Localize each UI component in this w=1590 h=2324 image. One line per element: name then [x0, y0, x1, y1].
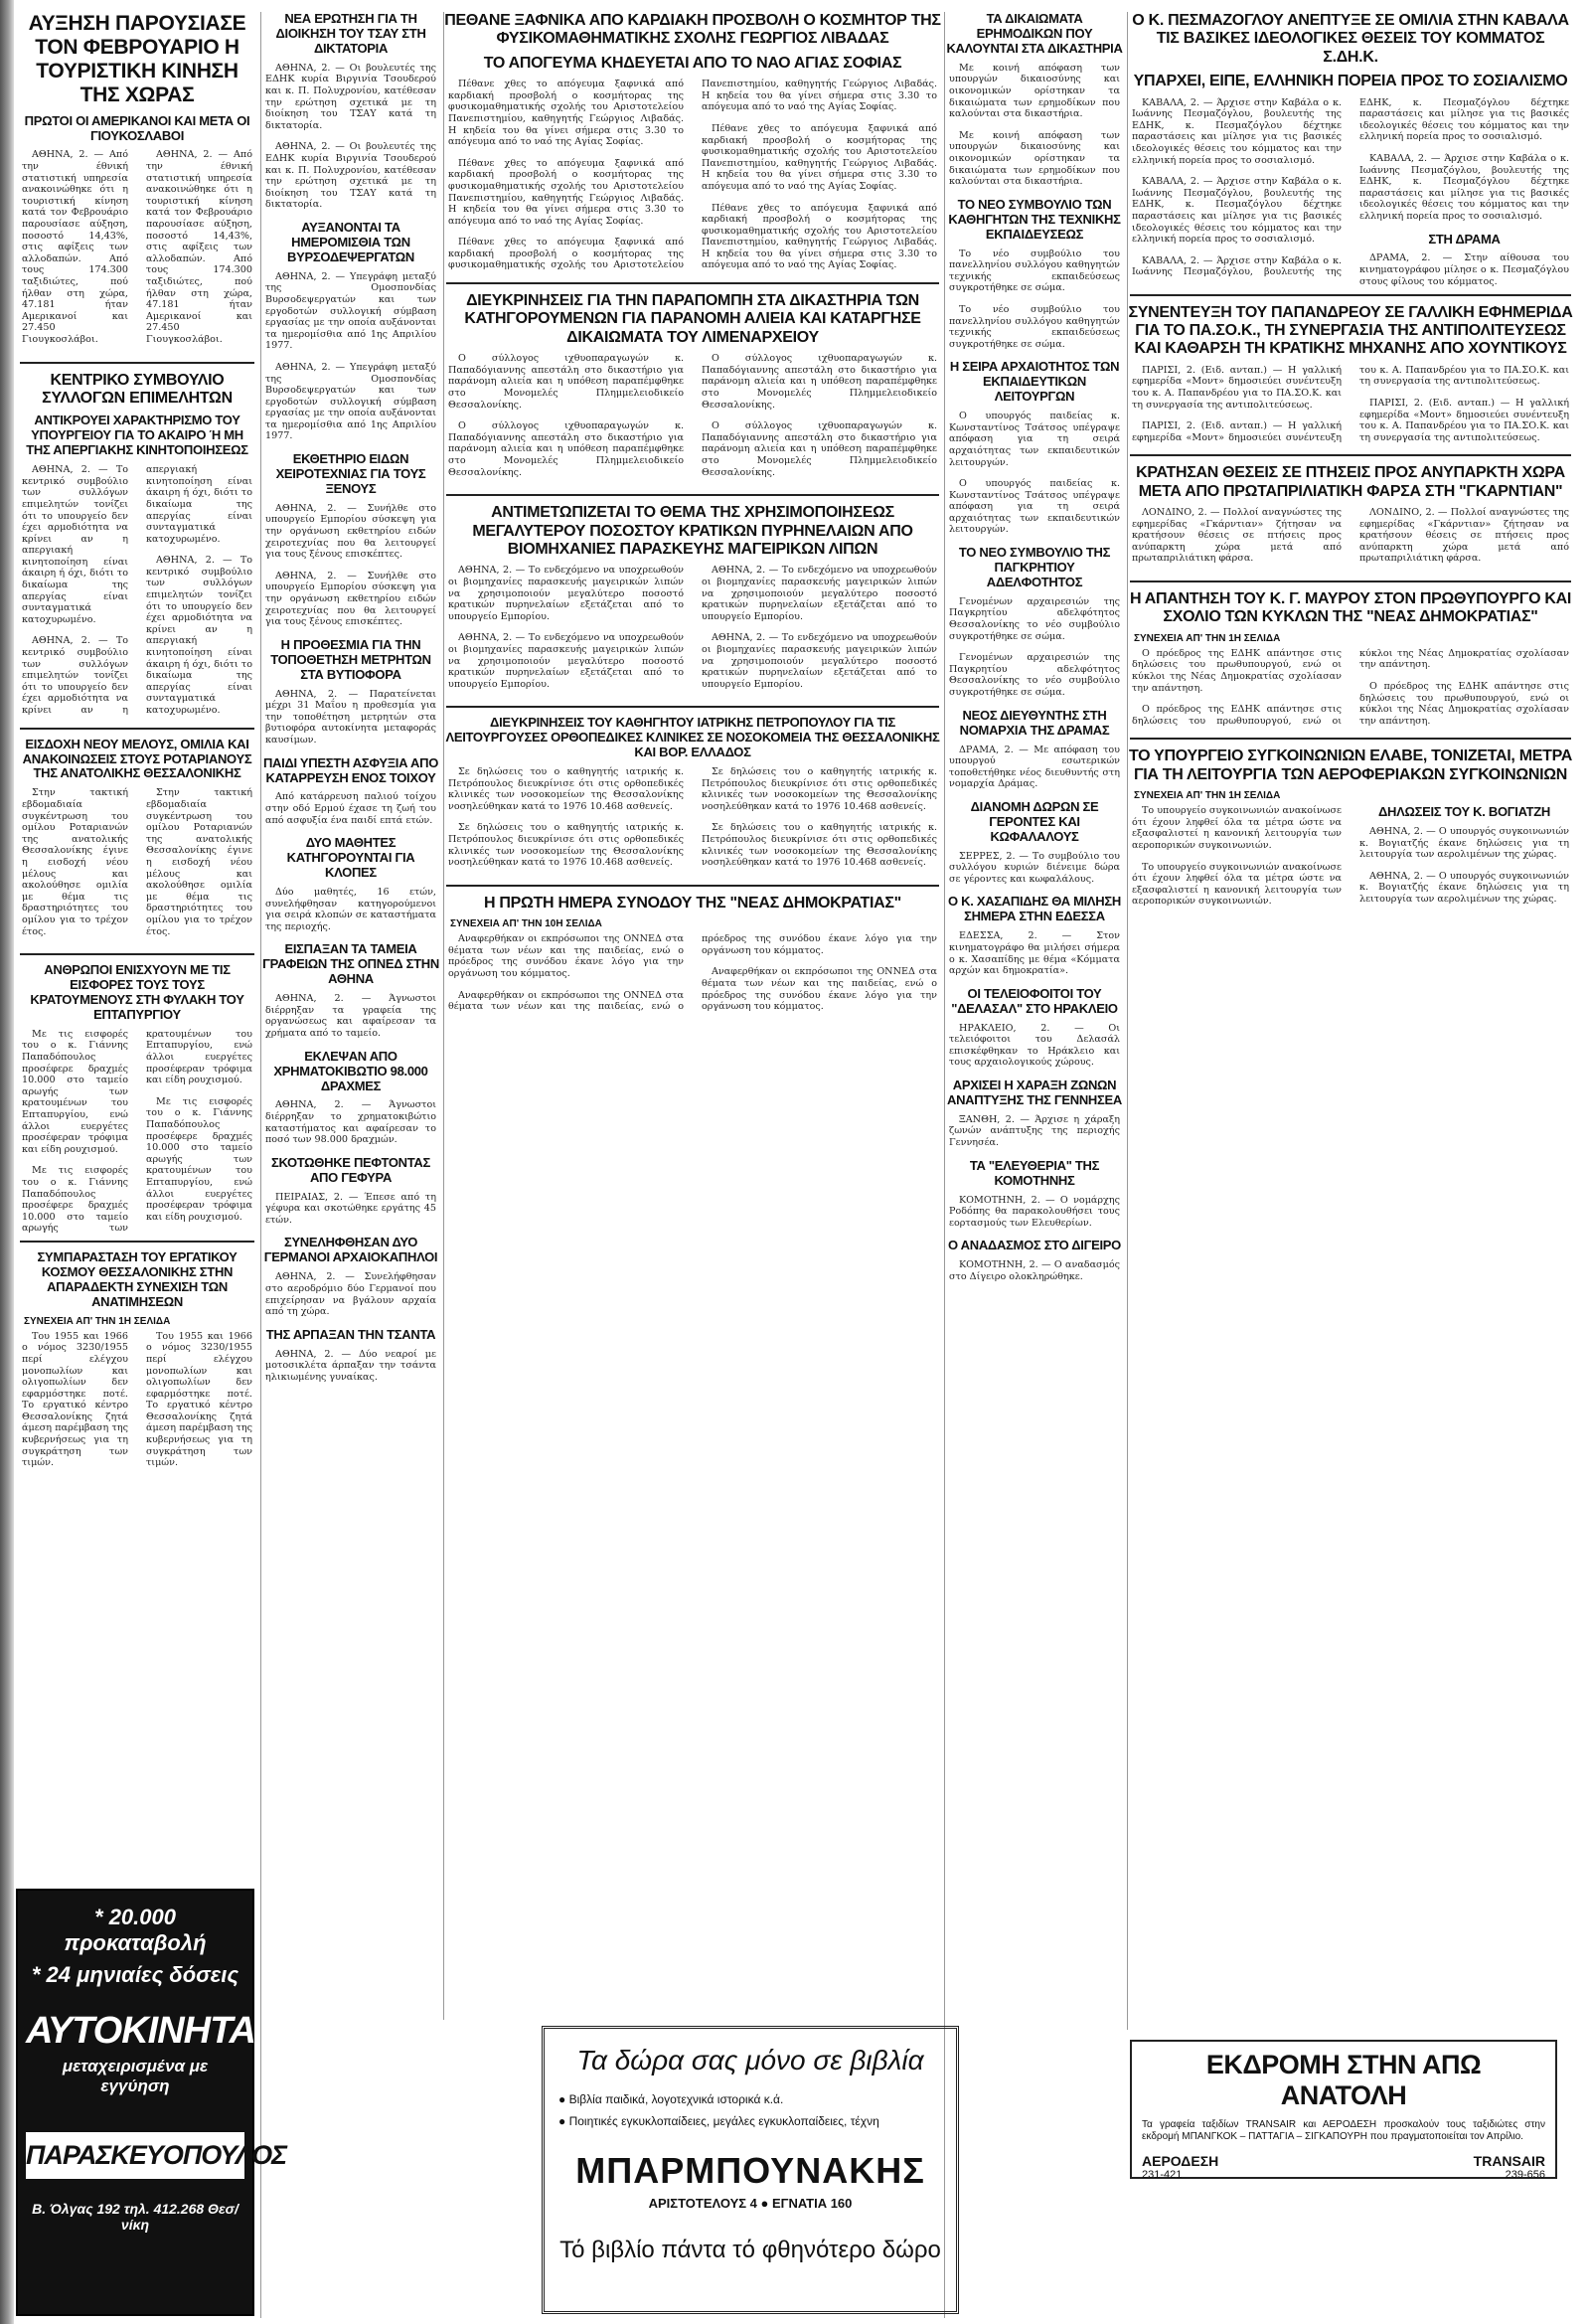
article-text: Ο υπουργός παιδείας κ. Κωνσταντίνος Τσάτσος υπέγραψε απόφαση για τη σειρά αρχαιότητας των εκπαιδευτικών λειτουργών. [949, 478, 1120, 536]
page-curl [0, 0, 14, 2324]
article-text: Με τις εισφορές του ο κ. Γιάννης Παπαδόπουλος προσέφερε δραχμές 10.000 στο ταμείο αρωγής των κρατουμένων του Επταπυργίου, ενώ άλλοι ευεργέτες προσέφεραν τρόφιμα και είδη ρουχισμού. [22, 1028, 128, 1155]
divider [446, 706, 939, 708]
headline-bag: ΤΗΣ ΑΡΠΑΞΑΝ ΤΗΝ ΤΣΑΝΤΑ [265, 1326, 436, 1342]
article-text: ΠΕΙΡΑΙΑΣ, 2. — Έπεσε από τη γέφυρα και σκοτώθηκε εργάτης 45 ετών. [265, 1191, 436, 1226]
article-text: ΑΘΗΝΑ, 2. — Συνήλθε στο υπουργείο Εμπορίου σύσκεψη για την οργάνωση εκθετηρίου ειδών χειροτεχνίας που θα λειτουργεί για τους ξένους επισκέπτες. [265, 570, 436, 628]
subhead-pesmazoglou: ΥΠΑΡΧΕΙ, ΕΙΠΕ, ΕΛΛΗΝΙΚΗ ΠΟΡΕΙΑ ΠΡΟΣ ΤΟ ΣΟΣΙΑΛΙΣΜΟ [1133, 73, 1568, 90]
article-text: Ο σύλλογος ιχθυοπαραγωγών κ. Παπαδόγιαννης απεστάλη στο δικαστήριο για παράνομη αλιεία και η υπόθεση παραπέμφθηκε στο Μονομελές Πλημμελειοδικείο Θεσσαλονίκης. [702, 420, 937, 478]
article-text: Γενομένων αρχαιρεσιών της Παγκρητίου αδελφότητος Θεσσαλονίκης το νέο συμβούλιο συγκροτήθηκε σε σώμα. [949, 652, 1120, 699]
headline-technical: ΤΟ ΝΕΟ ΣΥΜΒΟΥΛΙΟ ΤΩΝ ΚΑΘΗΓΗΤΩΝ ΤΗΣ ΤΕΧΝΙΚΗΣ ΕΚΠΑΙΔΕΥΣΕΩΣ [948, 196, 1121, 242]
article-text: ΑΘΗΝΑ, 2. — Το κεντρικό συμβούλιο των συλλόγων επιμελητών τονίζει ότι το υπουργείο δεν έχει αρμοδιότητα να κρίνει αν η απεργιακή κινητοποίηση είναι άκαιρη ή όχι, διότι το δικαίωμα της απεργίας είναι συνταγματικά κατοχυρωμένο. [146, 555, 252, 716]
headline-meters: Η ΠΡΟΘΕΣΜΙΑ ΓΙΑ ΤΗΝ ΤΟΠΟΘΕΤΗΣΗ ΜΕΤΡΗΤΩΝ ΣΤΑ ΒΥΤΙΟΦΟΡΑ [270, 636, 431, 682]
article-text: Με τις εισφορές του ο κ. Γιάννης Παπαδόπουλος προσέφερε δραχμές 10.000 στο ταμείο αρωγής των κρατουμένων του Επταπυργίου, ενώ άλλοι ευεργέτες προσέφεραν τρόφιμα και είδη ρουχισμού. [146, 1095, 252, 1223]
divider [1130, 294, 1571, 296]
article-text: Το νέο συμβούλιο του πανελληνίου συλλόγου καθηγητών τεχνικής εκπαιδεύσεως συγκροτήθηκε σε σώμα. [949, 248, 1120, 294]
subhead-vogiatzis: ΔΗΛΩΣΕΙΣ ΤΟΥ Κ. ΒΟΓΙΑΤΖΗ [1378, 804, 1550, 820]
article-text: ΑΘΗΝΑ, 2. — Παρατείνεται μέχρι 31 Μαΐου η προθεσμία για την τοποθέτηση μετρητών στα βυτιοφόρα αυτοκίνητα μεταφοράς καυσίμων. [265, 688, 436, 746]
subhead-drama: ΣΤΗ ΔΡΑΜΑ [1428, 231, 1501, 247]
article-text: Ο σύλλογος ιχθυοπαραγωγών κ. Παπαδόγιαννης απεστάλη στο δικαστήριο για παράνομη αλιεία και η υπόθεση παραπέμφθηκε στο Μονομελές Πλημμελειοδικείο Θεσσαλονίκης. [702, 353, 937, 411]
article-synod [444, 933, 941, 1018]
ad-line: TRANSAIR [1473, 2153, 1545, 2169]
divider [446, 494, 939, 496]
ad-line: * 20.000 προκαταβολή [64, 1905, 207, 1955]
headline-drama: ΝΕΟΣ ΔΙΕΥΘΥΝΤΗΣ ΣΤΗ ΝΟΜΑΡΧΙΑ ΤΗΣ ΔΡΑΜΑΣ [959, 707, 1110, 738]
divider [1130, 581, 1571, 582]
article-text: ΑΘΗΝΑ, 2. — Υπεγράφη μεταξύ της Ομοσπονδίας Βυρσοδεψεργατών και των εργοδοτών συλλογική σύμβαση εργασίας με την οποία αυξάνονται τα ημερομίσθια από 1ης Απριλίου 1977. [265, 361, 436, 442]
article-text: Ο πρόεδρος της ΕΔΗΚ απάντησε στις δηλώσεις του πρωθυπουργού, ενώ οι κύκλοι της Νέας Δημοκρατίας σχολίασαν την απάντηση. [1132, 647, 1342, 694]
article-text: Ο υπουργός παιδείας κ. Κωνσταντίνος Τσάτσος υπέγραψε απόφαση για τη σειρά αρχαιότητας των εκπαιδευτικών λειτουργών. [949, 411, 1120, 468]
article-orthopedic [444, 766, 941, 879]
article-text: ΑΘΗΝΑ, 2. — Οι βουλευτές της ΕΔΗΚ κυρία Βιργινία Τσουδερού και κ. Π. Πολυχρονίου, κατέθεσαν την ερώτηση σχετικά με τη διοίκηση του ΤΣΑΥ κατά τη δικτατορία. [265, 141, 436, 211]
divider [20, 1241, 254, 1243]
headline-mavros: Η ΑΠΑΝΤΗΣΗ ΤΟΥ Κ. Γ. ΜΑΥΡΟΥ ΣΤΟΝ ΠΡΩΘΥΠΟΥΡΓΟ ΚΑΙ ΣΧΟΛΙΟ ΤΩΝ ΚΥΚΛΩΝ ΤΗΣ "ΝΕΑΣ ΔΗΜΟΚΡΑΤΙΑΣ" [1129, 590, 1572, 626]
ad-line: ΕΚΔΡΟΜΗ ΣΤΗΝ ΑΠΩ ΑΝΑΤΟΛΗ [1205, 2050, 1482, 2110]
article-text: Του 1955 και 1966 ο νόμος 3230/1955 περί ελέγχου μονοπωλίων και ολιγοπωλίων δεν εφαρμόστηκε ποτέ. Το εργατικό κέντρο Θεσσαλονίκης ζητά άμεση παρέμβαση της κυβερνήσεως για τη συγκράτηση των τιμών. [22, 1330, 128, 1469]
headline-cretan: ΤΟ ΝΕΟ ΣΥΜΒΟΥΛΙΟ ΤΗΣ ΠΑΓΚΡΗΤΙΟΥ ΑΔΕΛΦΟΤΗΤΟΣ [958, 545, 1111, 589]
article-text: ΚΑΒΑΛΑ, 2. — Άρχισε στην Καβάλα ο κ. Ιωάννης Πεσμαζόγλου, βουλευτής της ΕΔΗΚ, κ. Πεσμαζόγλου δέχτηκε παραστάσεις και μίλησε για τις βασικές ιδεολογικές θέσεις του κόμματος και την ελληνική πορεία προς το σοσιαλισμό. [1132, 96, 1342, 166]
article-text: ΞΑΝΘΗ, 2. — Άρχισε η χάραξη ζωνών ανάπτυξης της περιοχής Γεννησέα. [949, 1113, 1120, 1149]
article-text: Το νέο συμβούλιο του πανελληνίου συλλόγου καθηγητών τεχνικής εκπαιδεύσεως συγκροτήθηκε σε σώμα. [949, 303, 1120, 350]
divider [20, 728, 254, 730]
article-text: ΑΘΗΝΑ, 2. — Συνήλθε στο υπουργείο Εμπορίου σύσκεψη για την οργάνωση εκθετηρίου ειδών χειροτεχνίας που θα λειτουργεί για τους ξένους επισκέπτες. [265, 502, 436, 561]
article-text: ΑΘΗΝΑ, 2. — Οι βουλευτές της ΕΔΗΚ κυρία Βιργινία Τσουδερού και κ. Π. Πολυχρονίου, κατέθεσαν την ερώτηση σχετικά με τη διοίκηση του ΤΣΑΥ κατά τη δικτατορία. [265, 62, 436, 131]
headline-erimodikoi: ΤΑ ΔΙΚΑΙΩΜΑΤΑ ΕΡΗΜΟΔΙΚΩΝ ΠΟΥ ΚΑΛΟΥΝΤΑΙ ΣΤΑ ΔΙΚΑΣΤΗΡΙΑ [946, 12, 1123, 56]
headline-safe: ΕΚΛΕΨΑΝ ΑΠΟ ΧΡΗΜΑΤΟΚΙΒΩΤΙΟ 98.000 ΔΡΑΧΜΕΣ [273, 1048, 428, 1093]
article-fishing [444, 353, 941, 488]
article-text: ΑΘΗΝΑ, 2. — Άγνωστοι διέρρηξαν το χρηματοκιβώτιο καταστήματος και αφαίρεσαν το ποσό των 98.000 δραχμών. [265, 1099, 436, 1146]
headline-guardian: ΚΡΑΤΗΣΑΝ ΘΕΣΕΙΣ ΣΕ ΠΤΗΣΕΙΣ ΠΡΟΣ ΑΝΥΠΑΡΚΤΗ ΧΩΡΑ ΜΕΤΑ ΑΠΟ ΠΡΩΤΑΠΡΙΛΙΑΤΙΚΗ ΦΑΡΣΑ ΣΤΗ "ΓΚΑΡΝΤΙΑΝ" [1136, 464, 1565, 500]
article-text: ΑΘΗΝΑ, 2. — Υπεγράφη μεταξύ της Ομοσπονδίας Βυρσοδεψεργατών και των εργοδοτών συλλογική σύμβαση εργασίας με την οποία αυξάνονται τα ημερομίσθια από 1ης Απριλίου 1977. [265, 270, 436, 352]
article-text: Σε δηλώσεις του ο καθηγητής ιατρικής κ. Πετρόπουλος διευκρίνισε ότι στις ορθοπεδικές κλινικές των νοσοκομείων της Θεσσαλονίκης νοσηλεύθηκαν κατά το 1976 10.468 ασθενείς. [448, 822, 684, 869]
article-text: ΑΘΗΝΑ, 2. — Το ενδεχόμενο να υποχρεωθούν οι βιομηχανίες παρασκευής μαγειρικών λιπών να χρησιμοποιούν μεγαλύτερο ποσοστό κρατικών πυρηνελαίων εξετάζεται από το υπουργείο Εμπορίου. [702, 565, 937, 622]
article-text: Αναφερθήκαν οι εκπρόσωποι της ΟΝΝΕΔ στα θέματα των νέων και της παιδείας, ενώ ο πρόεδρος της συνόδου έκανε λόγο για την οργάνωση του κόμματος. [702, 966, 937, 1013]
ad-line: ΑΡΙΣΤΟΤΕΛΟΥΣ 4 ● ΕΓΝΑΤΙΑ 160 [648, 2196, 853, 2211]
article-text: Με τις εισφορές του ο κ. Γιάννης Παπαδόπουλος προσέφερε δραχμές 10.000 στο ταμείο αρωγής των κρατουμένων του Επταπυργίου, ενώ άλλοι ευεργέτες προσέφεραν τρόφιμα και είδη ρουχισμού. [22, 1028, 252, 1235]
headline-onned: ΕΙΣΠΑΞΑΝ ΤΑ ΤΑΜΕΙΑ ΓΡΑΦΕΙΩΝ ΤΗΣ ΟΠΝΕΔ ΣΤΗΝ ΑΘΗΝΑ [262, 941, 439, 987]
article-oil [444, 565, 941, 700]
column-3 [443, 12, 941, 2020]
article-text: ΔΡΑΜΑ, 2. — Στην αίθουσα του κινηματογράφου μίλησε ο κ. Πεσμαζόγλου στους φίλους του κόμματος. [1359, 252, 1569, 287]
ad-bookstore [542, 2026, 959, 2314]
headline-workers: ΣΥΜΠΑΡΑΣΤΑΣΗ ΤΟΥ ΕΡΓΑΤΙΚΟΥ ΚΟΣΜΟΥ ΘΕΣΣΑΛΟΝΙΚΗΣ ΣΤΗΝ ΑΠΑΡΑΔΕΚΤΗ ΣΥΝΕΧΙΣΗ ΤΩΝ ΑΝΑΤΙΜΗΣΕΩΝ [37, 1248, 238, 1309]
headline-germans: ΣΥΝΕΛΗΦΘΗΣΑΝ ΔΥΟ ΓΕΡΜΑΝΟΙ ΑΡΧΑΙΟΚΑΠΗΛΟΙ [263, 1235, 438, 1265]
headline-crafts: ΕΚΘΕΤΗΡΙΟ ΕΙΔΩΝ ΧΕΙΡΟΤΕΧΝΙΑΣ ΓΙΑ ΤΟΥΣ ΞΕΝΟΥΣ [275, 451, 426, 496]
article-text: ΠΑΡΙΣΙ, 2. (Ειδ. ανταπ.) — Η γαλλική εφημερίδα «Μοντ» δημοσιεύει συνέντευξη του κ. Α. Παπανδρέου για το ΠΑ.ΣΟ.Κ. και τη συνεργασία της αντιπολιτεύσεως. [1132, 364, 1569, 443]
ad-line: μεταχειρισμένα με εγγύηση [62, 2057, 209, 2095]
article-text: Αναφερθήκαν οι εκπρόσωποι της ΟΝΝΕΔ στα θέματα των νέων και της παιδείας, ενώ ο πρόεδρος της συνόδου έκανε λόγο για την οργάνωση του κόμματος. [448, 933, 684, 980]
article-text: ΔΡΑΜΑ, 2. — Με απόφαση του υπουργού εσωτερικών τοποθετήθηκε νέος διευθυντής στη νομαρχία Δράμας. [949, 744, 1120, 790]
article-guardian [1128, 507, 1573, 575]
article-text: ΛΟΝΔΙΝΟ, 2. — Πολλοί αναγνώστες της εφημερίδας «Γκάρντιαν» ζήτησαν να κρατήσουν θέσεις σε πτήσεις προς ανύπαρκτη χώρα μετά από πρωταπριλιάτικη φάρσα. [1359, 507, 1569, 565]
article-text: Πέθανε χθες το απόγευμα ξαφνικά από καρδιακή προσβολή ο κοσμήτορας της φυσικομαθηματικής σχολής του Αριστοτελείου Πανεπιστημίου, καθηγητής Γεώργιος Λιβαδάς. Η κηδεία του θα γίνει σήμερα στις 3.30 το απόγευμα από το ναό της Αγίας Σοφίας. [702, 202, 937, 271]
article-text: ΑΘΗΝΑ, 2. — Άγνωστοι διέρρηξαν τα γραφεία της οργανώσεως και αφαίρεσαν τα χρήματα από το ταμείο. [265, 993, 436, 1040]
continuation-note: ΣΥΝΕΧΕΙΑ ΑΠ' ΤΗΝ 1Η ΣΕΛΙΔΑ [24, 1315, 171, 1327]
headline-pesmazoglou: Ο Κ. ΠΕΣΜΑΖΟΓΛΟΥ ΑΝΕΠΤΥΞΕ ΣΕ ΟΜΙΛΙΑ ΣΤΗΝ ΚΑΒΑΛΑ ΤΙΣ ΒΑΣΙΚΕΣ ΙΔΕΟΛΟΓΙΚΕΣ ΘΕΣΕΙΣ ΤΟΥ ΚΟΜΜΑΤΟΣ Σ.ΔΗ.Κ. [1132, 12, 1569, 66]
article-text: Ο σύλλογος ιχθυοπαραγωγών κ. Παπαδόγιαννης απεστάλη στο δικαστήριο για παράνομη αλιεία και η υπόθεση παραπέμφθηκε στο Μονομελές Πλημμελειοδικείο Θεσσαλονίκης. [448, 353, 684, 411]
article-transport [1128, 805, 1573, 916]
ad-travel [1130, 2040, 1557, 2179]
article-text: Με κοινή απόφαση των υπουργών δικαιοσύνης και οικονομικών ορίστηκαν τα δικαιώματα των ερημοδίκων που καλούνται στα δικαστήρια. [949, 129, 1120, 188]
headline-hasapidis: Ο Κ. ΧΑΣΑΠΙΔΗΣ ΘΑ ΜΙΛΗΣΗ ΣΗΜΕΡΑ ΣΤΗΝ ΕΔΕΣΣΑ [948, 894, 1121, 924]
continuation-note: ΣΥΝΕΧΕΙΑ ΑΠ' ΤΗΝ 1Η ΣΕΛΙΔΑ [1134, 632, 1281, 644]
article-pesmazoglou [1128, 97, 1573, 288]
divider [446, 282, 939, 284]
divider [1130, 454, 1571, 456]
headline-papandreou: ΣΥΝΕΝΤΕΥΞΗ ΤΟΥ ΠΑΠΑΝΔΡΕΟΥ ΣΕ ΓΑΛΛΙΚΗ ΕΦΗΜΕΡΙΔΑ ΓΙΑ ΤΟ ΠΑ.ΣΟ.Κ., ΤΗ ΣΥΝΕΡΓΑΣΙΑ ΤΗΣ ΑΝΤΙΠΟΛΙΤΕΥΣΕΩΣ ΚΑΙ ΚΑΘΑΡΣΗ ΤΗ ΚΡΑΤΙΚΗΣ ΜΗΧΑΝΗΣ ΑΠΟ ΧΟΥΝΤΙΚΟΥΣ [1128, 303, 1573, 358]
headline-livadas: ΠΕΘΑΝΕ ΞΑΦΝΙΚΑ ΑΠΟ ΚΑΡΔΙΑΚΗ ΠΡΟΣΒΟΛΗ Ο ΚΟΣΜΗΤΟΡ ΤΗΣ ΦΥΣΙΚΟΜΑΘΗΜΑΤΙΚΗΣ ΣΧΟΛΗΣ ΓΕΩΡΓΙΟΣ ΛΙΒΑΔΑΣ [444, 12, 941, 48]
article-text: ΑΘΗΝΑ, 2. — Ο υπουργός συγκοινωνιών κ. Βογιατζής έκανε δηλώσεις για τη λειτουργία των αερολιμένων της χώρας. [1359, 826, 1569, 861]
article-text: ΑΘΗΝΑ, 2. — Από την έθνική στατιστική υπηρεσία ανακοινώθηκε ότι η τουριστική κίνηση κατά τον Φεβρουάριο παρουσίασε αύξηση, ποσοστό 14,43%, στις αφίξεις των αλλοδαπών. Από τους 174.300 ταξιδιώτες, πού ήλθαν στη χώρα, 47.181 ήταν Αμερικανοί και 27.450 Γιουγκοσλάβοι. [22, 149, 128, 345]
article-text: ΑΘΗΝΑ, 2. — Από την έθνική στατιστική υπηρεσία ανακοινώθηκε ότι η τουριστική κίνηση κατά τον Φεβρουάριο παρουσίασε αύξηση, ποσοστό 14,43%, στις αφίξεις των αλλοδαπών. Από τους 174.300 ταξιδιώτες, πού ήλθαν στη χώρα, 47.181 ήταν Αμερικανοί και 27.450 Γιουγκοσλάβοι. [146, 149, 252, 345]
article-text: ΑΘΗΝΑ, 2. — Το κεντρικό συμβούλιο των συλλόγων επιμελητών τονίζει ότι το υπουργείο δεν έχει αρμοδιότητα να κρίνει αν η απεργιακή κινητοποίηση είναι άκαιρη ή όχι, διότι το δικαίωμα της απεργίας είναι συνταγματικά κατοχυρωμένο. [22, 464, 128, 625]
article-text: ΕΔΕΣΣΑ, 2. — Στον κινηματογράφο θα μιλήσει σήμερα ο κ. Χασαπίδης με θέμα «Κόμματα αρχών και δημοκρατία». [949, 930, 1120, 977]
divider [20, 362, 254, 364]
article-text: ΑΘΗΝΑ, 2. — Ο υπουργός συγκοινωνιών κ. Βογιατζής έκανε δηλώσεις για τη λειτουργία των αερολιμένων της χώρας. [1359, 870, 1569, 906]
headline-gifts: ΔΙΑΝΟΜΗ ΔΩΡΩΝ ΣΕ ΓΕΡΟΝΤΕΣ ΚΑΙ ΚΩΦΑΛΑΛΟΥΣ [970, 798, 1099, 844]
ad-line: ΜΠΑΡΜΠΟΥΝΑΚΗΣ [575, 2150, 925, 2191]
subhead-tourism: ΠΡΩΤΟΙ ΟΙ ΑΜΕΡΙΚΑΝΟΙ ΚΑΙ ΜΕΤΑ ΟΙ ΓΙΟΥΚΟΣΛΑΒΟΙ [24, 112, 250, 143]
ad-line: ΑΕΡΟΔΕΣΗ [1142, 2153, 1219, 2169]
article-mavros [1128, 648, 1573, 733]
article-text: ΚΑΒΑΛΑ, 2. — Άρχισε στην Καβάλα ο κ. Ιωάννης Πεσμαζόγλου, βουλευτής της ΕΔΗΚ, κ. Πεσμαζόγλου δέχτηκε παραστάσεις και μίλησε για τις βασικές ιδεολογικές θέσεις του κόμματος και την ελληνική πορεία προς το σοσιαλισμό. [1132, 96, 1569, 278]
article-text: ΗΡΑΚΛΕΙΟ, 2. — Οι τελειόφοιτοι του Δελασάλ επισκέφθηκαν το Ηράκλειο και τους αρχαιολογικούς χώρους. [949, 1022, 1120, 1069]
continuation-note: ΣΥΝΕΧΕΙΑ ΑΠ' ΤΗΝ 1Η ΣΕΛΙΔΑ [1134, 790, 1281, 802]
column-2 [260, 12, 440, 2318]
ad-line: 231-421 [1142, 2169, 1183, 2181]
ad-line: ΑΥΤΟΚΙΝΗΤΑ [26, 2010, 255, 2052]
headline-synod: Η ΠΡΩΤΗ ΗΜΕΡΑ ΣΥΝΟΔΟΥ ΤΗΣ "ΝΕΑΣ ΔΗΜΟΚΡΑΤΙΑΣ" [484, 894, 901, 912]
headline-fishing: ΔΙΕΥΚΡΙΝΗΣΕΙΣ ΓΙΑ ΤΗΝ ΠΑΡΑΠΟΜΠΗ ΣΤΑ ΔΙΚΑΣΤΗΡΙΑ ΤΩΝ ΚΑΤΗΓΟΡΟΥΜΕΝΩΝ ΓΙΑ ΠΑΡΑΝΟΜΗ ΑΛΙΕΙΑ ΚΑΙ ΚΑΤΑΡΓΗΣΕ ΔΙΚΑΙΩΜΑΤΑ ΤΟΥ ΛΙΜΕΝΑΡΧΕΙΟΥ [464, 292, 921, 346]
headline-bridge: ΣΚΟΤΩΘΗΚΕ ΠΕΦΤΟΝΤΑΣ ΑΠΟ ΓΕΦΥΡΑ [270, 1154, 431, 1185]
article-text: ΑΘΗΝΑ, 2. — Το ενδεχόμενο να υποχρεωθούν οι βιομηχανίες παρασκευής μαγειρικών λιπών να χρησιμοποιούν μεγαλύτερο ποσοστό κρατικών πυρηνελαίων εξετάζεται από το υπουργείο Εμπορίου. [448, 565, 684, 622]
ad-line: Τό βιβλίο πάντα τό φθηνότερο δώρο [559, 2237, 941, 2263]
headline-rotary: ΕΙΣΔΟΧΗ ΝΕΟΥ ΜΕΛΟΥΣ, ΟΜΙΛΙΑ ΚΑΙ ΑΝΑΚΟΙΝΩΣΕΙΣ ΣΤΟΥΣ ΡΟΤΑΡΙΑΝΟΥΣ ΤΗΣ ΑΝΑΤΟΛΙΚΗΣ ΘΕΣΣΑΛΟΝΙΚΗΣ [22, 736, 252, 781]
article-text: ΑΘΗΝΑ, 2. — Δύο νεαροί με μοτοσικλέτα άρπαξαν την τσάντα ηλικιωμένης γυναίκας. [265, 1348, 436, 1383]
article-text: ΣΕΡΡΕΣ, 2. — Το συμβούλιο του συλλόγου κυριών διένειμε δώρα σε γέροντες και κωφαλάλους. [949, 850, 1120, 885]
headline-gennisea: ΑΡΧΙΣΕΙ Η ΧΑΡΑΞΗ ΖΩΝΩΝ ΑΝΑΠΤΥΞΗΣ ΤΗΣ ΓΕΝΝΗΣΕΑ [947, 1077, 1122, 1107]
headline-digeiro: Ο ΑΝΑΔΑΣΜΟΣ ΣΤΟ ΔΙΓΕΙΡΟ [948, 1238, 1121, 1253]
article-text: ΚΟΜΟΤΗΝΗ, 2. — Ο αναδασμός στο Δίγειρο ολοκληρώθηκε. [949, 1259, 1120, 1282]
ad-line: ● Ποιητικές εγκυκλοπαίδειες, μεγάλες εγκυκλοπαίδειες, τέχνη [558, 2114, 879, 2128]
article-text: Γενομένων αρχαιρεσιών της Παγκρητίου αδελφότητος Θεσσαλονίκης το νέο συμβούλιο συγκροτήθηκε σε σώμα. [949, 595, 1120, 642]
headline-tourism: ΑΥΞΗΣΗ ΠΑΡΟΥΣΙΑΣΕ ΤΟΝ ΦΕΒΡΟΥΑΡΙΟ Η ΤΟΥΡΙΣΤΙΚΗ ΚΙΝΗΣΗ ΤΗΣ ΧΩΡΑΣ [28, 12, 246, 107]
article-prison [18, 1029, 256, 1235]
article-text: ΠΑΡΙΣΙ, 2. (Ειδ. ανταπ.) — Η γαλλική εφημερίδα «Μοντ» δημοσιεύει συνέντευξη του κ. Α. Παπανδρέου για το ΠΑ.ΣΟ.Κ. και τη συνεργασία της αντιπολιτεύσεως. [1359, 397, 1569, 443]
article-text: Στην τακτική εβδομαδιαία συγκέντρωση του ομίλου Ροταριανών της ανατολικής Θεσσαλονίκης έγινε η εισδοχή νέου μέλους και ακολούθησε ομιλία με θέμα τις δραστηριότητες του ομίλου για το τρέχον έτος. [146, 787, 252, 937]
headline-orthopedic: ΔΙΕΥΚΡΙΝΗΣΕΙΣ ΤΟΥ ΚΑΘΗΓΗΤΟΥ ΙΑΤΡΙΚΗΣ ΠΕΤΡΟΠΟΥΛΟΥ ΓΙΑ ΤΙΣ ΛΕΙΤΟΥΡΓΟΥΣΕΣ ΟΡΘΟΠΕΔΙΚΕΣ ΚΛΙΝΙΚΕΣ ΣΕ ΝΟΣΟΚΟΜΕΙΑ ΤΗΣ ΘΕΣΣΑΛΟΝΙΚΗΣ ΚΑΙ ΒΟΡ. ΕΛΛΑΔΟΣ [445, 715, 940, 760]
headline-eleftheria: ΤΑ "ΕΛΕΥΘΕΡΙΑ" ΤΗΣ ΚΟΜΟΤΗΝΗΣ [969, 1157, 1100, 1188]
headline-tsay: ΝΕΑ ΕΡΩΤΗΣΗ ΓΙΑ ΤΗ ΔΙΟΙΚΗΣΗ ΤΟΥ ΤΣΑΥ ΣΤΗ ΔΙΚΤΑΤΟΡΙΑ [275, 12, 426, 56]
article-text: Στην τακτική εβδομαδιαία συγκέντρωση του ομίλου Ροταριανών της ανατολικής Θεσσαλονίκης έγινε η εισδοχή νέου μέλους και ακολούθησε ομιλία με θέμα τις δραστηριότητες του ομίλου για το τρέχον έτος. [22, 787, 128, 937]
article-text: ΑΘΗΝΑ, 2. — Το κεντρικό συμβούλιο των συλλόγων επιμελητών τονίζει ότι το υπουργείο δεν έχει αρμοδιότητα να κρίνει αν η απεργιακή κινητοποίηση είναι άκαιρη ή όχι, διότι το δικαίωμα της απεργίας είναι συνταγματικά κατοχυρωμένο. [22, 464, 252, 716]
headline-transport: ΤΟ ΥΠΟΥΡΓΕΙΟ ΣΥΓΚΟΙΝΩΝΙΩΝ ΕΛΑΒΕ, ΤΟΝΙΖΕΤΑΙ, ΜΕΤΡΑ ΓΙΑ ΤΗ ΛΕΙΤΟΥΡΓΙΑ ΤΩΝ ΑΕΡΟΦΕΡΙΑΚΩΝ ΣΥΓΚΟΙΝΩΝΙΩΝ [1128, 747, 1573, 783]
headline-wall: ΠΑΙΔΙ ΥΠΕΣΤΗ ΑΣΦΥΞΙΑ ΑΠΟ ΚΑΤΑΡΡΕΥΣΗ ΕΝΟΣ ΤΟΙΧΟΥ [262, 754, 439, 785]
ad-line: Τα γραφεία ταξιδίων TRANSAIR και ΑΕΡΟΔΕΣΗ προσκαλούν τους ταξιδιώτες στην εκδρομή ΜΠΑΝΓΚΟΚ – ΠΑΤΤΑΓΙΑ – ΣΙΓΚΑΠΟΥΡΗ που πραγματοποιείται τον Απρίλιο. [1142, 2119, 1545, 2142]
article-livadas [444, 79, 941, 276]
article-text: ΚΑΒΑΛΑ, 2. — Άρχισε στην Καβάλα ο κ. Ιωάννης Πεσμαζόγλου, βουλευτής της ΕΔΗΚ, κ. Πεσμαζόγλου δέχτηκε παραστάσεις και μίλησε για τις βασικές ιδεολογικές θέσεις του κόμματος και την ελληνική πορεία προς το σοσιαλισμό. [1359, 152, 1569, 222]
article-workers [18, 1331, 256, 1479]
divider [1130, 738, 1571, 740]
column-1 [18, 12, 256, 1881]
article-text: Ο σύλλογος ιχθυοπαραγωγών κ. Παπαδόγιαννης απεστάλη στο δικαστήριο για παράνομη αλιεία και η υπόθεση παραπέμφθηκε στο Μονομελές Πλημμελειοδικείο Θεσσαλονίκης. [448, 420, 684, 478]
article-text: Του 1955 και 1966 ο νόμος 3230/1955 περί ελέγχου μονοπωλίων και ολιγοπωλίων δεν εφαρμόστηκε ποτέ. Το εργατικό κέντρο Θεσσαλονίκης ζητά άμεση παρέμβαση της κυβερνήσεως για τη συγκράτηση των τιμών. [146, 1330, 252, 1469]
article-text: ΚΑΒΑΛΑ, 2. — Άρχισε στην Καβάλα ο κ. Ιωάννης Πεσμαζόγλου, βουλευτής της ΕΔΗΚ, κ. Πεσμαζόγλου δέχτηκε παραστάσεις και μίλησε για τις βασικές ιδεολογικές θέσεις του κόμματος και την ελληνική πορεία προς το σοσιαλισμό. [1132, 176, 1342, 246]
article-text: Πέθανε χθες το απόγευμα ξαφνικά από καρδιακή προσβολή ο κοσμήτορας της φυσικομαθηματικής σχολής του Αριστοτελείου Πανεπιστημίου, καθηγητής Γεώργιος Λιβαδάς. Η κηδεία του θα γίνει σήμερα στις 3.30 το απόγευμα από το ναό της Αγίας Σοφίας. [448, 79, 937, 271]
article-text: ΠΑΡΙΣΙ, 2. (Ειδ. ανταπ.) — Η γαλλική εφημερίδα «Μοντ» δημοσιεύει συνέντευξη του κ. Α. Παπανδρέου για το ΠΑ.ΣΟ.Κ. και τη συνεργασία της αντιπολιτεύσεως. [1132, 364, 1342, 411]
ad-line: ● Βιβλία παιδικά, λογοτεχνικά ιστορικά κ.ά. [558, 2092, 784, 2106]
article-text: ΚΟΜΟΤΗΝΗ, 2. — Ο νομάρχης Ροδόπης θα παρακολουθήσει τους εορτασμούς των Ελευθερίων. [949, 1194, 1120, 1229]
headline-prison: ΑΝΘΡΩΠΟΙ ΕΝΙΣΧΥΟΥΝ ΜΕ ΤΙΣ ΕΙΣΦΟΡΕΣ ΤΟΥΣ ΤΟΥΣ ΚΡΑΤΟΥΜΕΝΟΥΣ ΣΤΗ ΦΥΛΑΚΗ ΤΟΥ ΕΠΤΑΠΥΡΓΙΟΥ [30, 962, 244, 1022]
article-papandreou [1128, 365, 1573, 449]
article-tourism [18, 149, 256, 355]
headline-delasal: ΟΙ ΤΕΛΕΙΟΦΟΙΤΟΙ ΤΟΥ "ΔΕΛΑΣΑΛ" ΣΤΟ ΗΡΑΚΛΕΙΟ [951, 985, 1118, 1016]
article-text: Ο πρόεδρος της ΕΔΗΚ απάντησε στις δηλώσεις του πρωθυπουργού, ενώ οι κύκλοι της Νέας Δημοκρατίας σχολίασαν την απάντηση. [1359, 681, 1569, 727]
continuation-note: ΣΥΝΕΧΕΙΑ ΑΠ' ΤΗΝ 10Η ΣΕΛΙΔΑ [450, 918, 602, 930]
article-text: Σε δηλώσεις του ο καθηγητής ιατρικής κ. Πετρόπουλος διευκρίνισε ότι στις ορθοπεδικές κλινικές των νοσοκομείων της Θεσσαλονίκης νοσηλεύθηκαν κατά το 1976 10.468 ασθενείς. [702, 822, 937, 869]
article-text: Σε δηλώσεις του ο καθηγητής ιατρικής κ. Πετρόπουλος διευκρίνισε ότι στις ορθοπεδικές κλινικές των νοσοκομείων της Θεσσαλονίκης νοσηλεύθηκαν κατά το 1976 10.468 ασθενείς. [448, 766, 684, 812]
ad-line: Β. Όλγας 192 τηλ. 412.268 Θεσ/νίκη [32, 2201, 238, 2233]
article-text: ΛΟΝΔΙΝΟ, 2. — Πολλοί αναγνώστες της εφημερίδας «Γκάρντιαν» ζήτησαν να κρατήσουν θέσεις σε πτήσεις προς ανύπαρκτη χώρα μετά από πρωταπριλιάτικη φάρσα. [1132, 507, 1342, 565]
headline-oil: ΑΝΤΙΜΕΤΩΠΙΖΕΤΑΙ ΤΟ ΘΕΜΑ ΤΗΣ ΧΡΗΣΙΜΟΠΟΙΗΣΕΩΣ ΜΕΓΑΛΥΤΕΡΟΥ ΠΟΣΟΣΤΟΥ ΚΡΑΤΙΚΩΝ ΠΥΡΗΝΕΛΑΙΩΝ ΑΠΟ ΒΙΟΜΗΧΑΝΙΕΣ ΠΑΡΑΣΚΕΥΗΣ ΜΑΓΕΙΡΙΚΩΝ ΛΙΠΩΝ [472, 504, 913, 558]
article-text: Ο πρόεδρος της ΕΔΗΚ απάντησε στις δηλώσεις του πρωθυπουργού, ενώ οι κύκλοι της Νέας Δημοκρατίας σχολίασαν την απάντηση. [1132, 647, 1569, 727]
article-text: ΑΘΗΝΑ, 2. — Το ενδεχόμενο να υποχρεωθούν οι βιομηχανίες παρασκευής μαγειρικών λιπών να χρησιμοποιούν μεγαλύτερο ποσοστό κρατικών πυρηνελαίων εξετάζεται από το υπουργείο Εμπορίου. [448, 632, 684, 690]
headline-students: ΔΥΟ ΜΑΘΗΤΕΣ ΚΑΤΗΓΟΡΟΥΝΤΑΙ ΓΙΑ ΚΛΟΠΕΣ [286, 835, 415, 881]
ad-line: Τα δώρα σας μόνο σε βιβλία [576, 2045, 924, 2075]
divider [446, 885, 939, 887]
article-epimelites [18, 464, 256, 721]
headline-wages: ΑΥΞΑΝΟΝΤΑΙ ΤΑ ΗΜΕΡΟΜΙΣΘΙΑ ΤΩΝ ΒΥΡΣΟΔΕΨΕΡΓΑΤΩΝ [287, 219, 414, 264]
article-text: ΑΘΗΝΑ, 2. — Συνελήφθησαν στο αεροδρόμιο δύο Γερμανοί που επιχείρησαν να βγάλουν αρχαία από τη χώρα. [265, 1271, 436, 1318]
article-text: Με κοινή απόφαση των υπουργών δικαιοσύνης και οικονομικών ορίστηκαν τα δικαιώματα των ερημοδίκων που καλούνται στα δικαστήρια. [949, 62, 1120, 120]
article-text: Σε δηλώσεις του ο καθηγητής ιατρικής κ. Πετρόπουλος διευκρίνισε ότι στις ορθοπεδικές κλινικές των νοσοκομείων της Θεσσαλονίκης νοσηλεύθηκαν κατά το 1976 10.468 ασθενείς. [702, 766, 937, 812]
ad-car-dealer [16, 1889, 287, 2316]
ad-line: ΠΑΡΑΣΚΕΥΟΠΟΥΛΟΣ [26, 2132, 244, 2179]
subhead-epimelites: ΑΝΤΙΚΡΟΥΕΙ ΧΑΡΑΚΤΗΡΙΣΜΟ ΤΟΥ ΥΠΟΥΡΓΕΙΟΥ ΓΙΑ ΤΟ ΑΚΑΙΡΟ Ή ΜΗ ΤΗΣ ΑΠΕΡΓΙΑΚΗΣ ΚΙΝΗΤΟΠΟΙΗΣΕΩΣ [26, 413, 248, 458]
headline-seniority: Η ΣΕΙΡΑ ΑΡΧΑΙΟΤΗΤΟΣ ΤΩΝ ΕΚΠΑΙΔΕΥΤΙΚΩΝ ΛΕΙΤΟΥΡΓΩΝ [949, 359, 1120, 405]
article-text: Το υπουργείο συγκοινωνιών ανακοίνωσε ότι έχουν ληφθεί όλα τα μέτρα ώστε να εξασφαλιστεί η κανονική λειτουργία των αεροπορικών συγκοινωνιών. [1132, 861, 1343, 908]
headline-epimelites: ΚΕΝΤΡΙΚΟ ΣΥΜΒΟΥΛΙΟ ΣΥΛΛΟΓΩΝ ΕΠΙΜΕΛΗΤΩΝ [42, 371, 233, 407]
article-text: Το υπουργείο συγκοινωνιών ανακοίνωσε ότι έχουν ληφθεί όλα τα μέτρα ώστε να εξασφαλιστεί η κανονική λειτουργία των αεροπορικών συγκοινωνιών. [1132, 805, 1343, 851]
article-text: Πέθανε χθες το απόγευμα ξαφνικά από καρδιακή προσβολή ο κοσμήτορας της φυσικομαθηματικής σχολής του Αριστοτελείου Πανεπιστημίου, καθηγητής Γεώργιος Λιβαδάς. Η κηδεία του θα γίνει σήμερα στις 3.30 το απόγευμα από το ναό της Αγίας Σοφίας. [448, 79, 684, 148]
column-5 [1127, 12, 1573, 2030]
ad-footer [1142, 2153, 1545, 2181]
divider [20, 953, 254, 955]
article-text: ΑΘΗΝΑ, 2. — Το ενδεχόμενο να υποχρεωθούν οι βιομηχανίες παρασκευής μαγειρικών λιπών να χρησιμοποιούν μεγαλύτερο ποσοστό κρατικών πυρηνελαίων εξετάζεται από το υπουργείο Εμπορίου. [702, 632, 937, 690]
ad-line: * 24 μηνιαίες δόσεις [31, 1962, 239, 1987]
subhead-livadas: ΤΟ ΑΠΟΓΕΥΜΑ ΚΗΔΕΥΕΤΑΙ ΑΠΟ ΤΟ ΝΑΟ ΑΓΙΑΣ ΣΟΦΙΑΣ [483, 54, 902, 72]
article-text: Από κατάρρευση παλιού τοίχου στην οδό Ερμού έχασε τη ζωή του από ασφυξία ένα παιδί επτά ετών. [265, 791, 436, 826]
article-text: Πέθανε χθες το απόγευμα ξαφνικά από καρδιακή προσβολή ο κοσμήτορας της φυσικομαθηματικής σχολής του Αριστοτελείου Πανεπιστημίου, καθηγητής Γεώργιος Λιβαδάς. Η κηδεία του θα γίνει σήμερα στις 3.30 το απόγευμα από το ναό της Αγίας Σοφίας. [448, 157, 684, 227]
column-4 [944, 12, 1124, 2318]
article-text: Δύο μαθητές, 16 ετών, συνελήφθησαν κατηγορούμενοι για σειρά κλοπών σε καταστήματα της περιοχής. [265, 887, 436, 932]
article-text: Αναφερθήκαν οι εκπρόσωποι της ΟΝΝΕΔ στα θέματα των νέων και της παιδείας, ενώ ο πρόεδρος της συνόδου έκανε λόγο για την οργάνωση του κόμματος. [448, 933, 937, 1013]
article-text: Πέθανε χθες το απόγευμα ξαφνικά από καρδιακή προσβολή ο κοσμήτορας της φυσικομαθηματικής σχολής του Αριστοτελείου Πανεπιστημίου, καθηγητής Γεώργιος Λιβαδάς. Η κηδεία του θα γίνει σήμερα στις 3.30 το απόγευμα από το ναό της Αγίας Σοφίας. [702, 122, 937, 192]
article-rotary [18, 787, 256, 947]
ad-line: 239-656 [1505, 2169, 1545, 2181]
